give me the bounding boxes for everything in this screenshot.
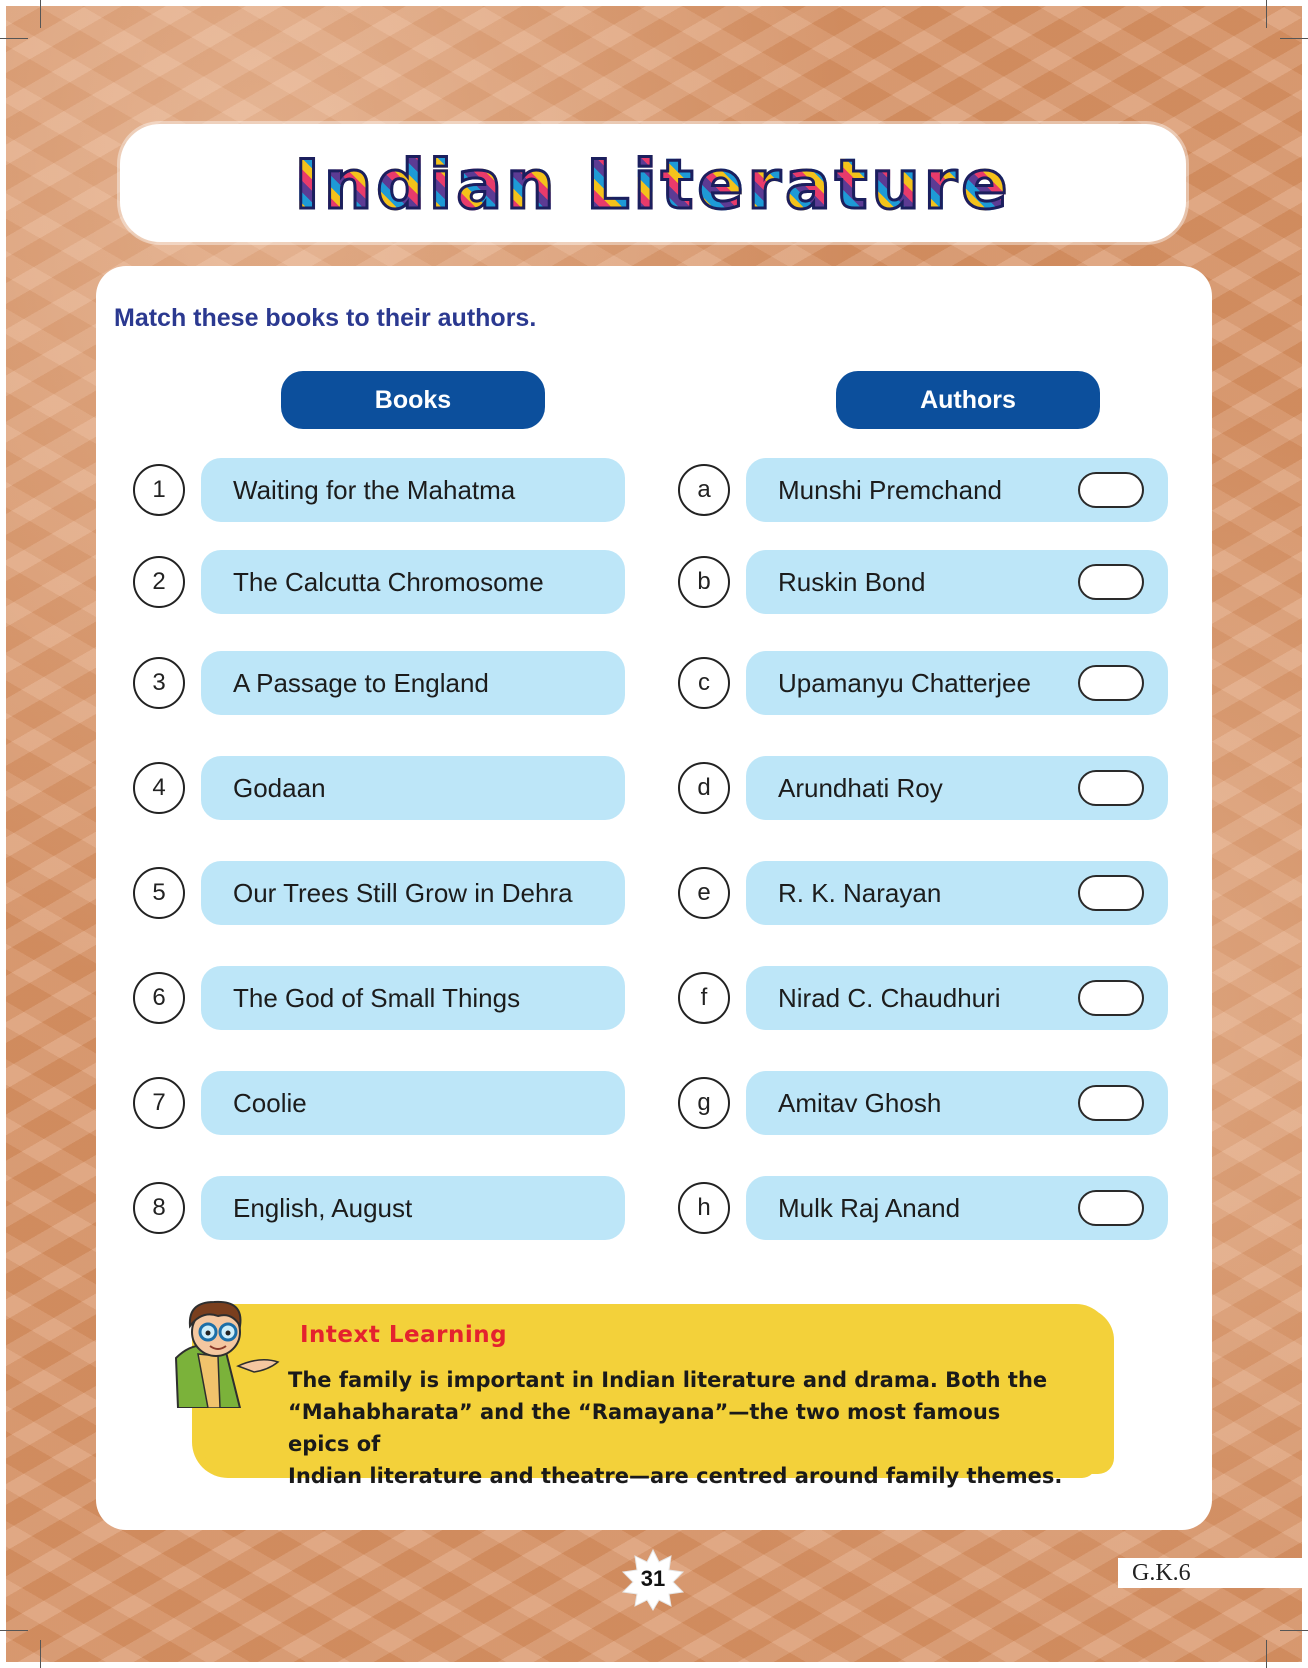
intext-body [288, 1364, 1068, 1492]
author-name: Amitav Ghosh [746, 1071, 1168, 1135]
crop-mark [1280, 38, 1308, 39]
answer-box[interactable] [1078, 980, 1144, 1016]
instruction-text: Match these books to their authors. [114, 304, 537, 332]
answer-box[interactable] [1078, 564, 1144, 600]
book-title: The Calcutta Chromosome [201, 550, 625, 614]
series-label: G.K.6 [1118, 1558, 1302, 1588]
author-name: Mulk Raj Anand [746, 1176, 1168, 1240]
crop-mark [1266, 1640, 1267, 1668]
author-letter: d [678, 762, 730, 814]
book-title: Coolie [201, 1071, 625, 1135]
intext-line: The family is important in Indian literature and drama. Both the [288, 1368, 1048, 1392]
answer-box[interactable] [1078, 1190, 1144, 1226]
author-name: Upamanyu Chatterjee [746, 651, 1168, 715]
crop-mark [40, 0, 41, 28]
book-number: 6 [133, 972, 185, 1024]
title-banner [120, 124, 1186, 242]
book-number: 7 [133, 1077, 185, 1129]
book-title: A Passage to England [201, 651, 625, 715]
author-name: Ruskin Bond [746, 550, 1168, 614]
book-number: 8 [133, 1182, 185, 1234]
book-title: The God of Small Things [201, 966, 625, 1030]
crop-mark [0, 38, 28, 39]
book-title: Waiting for the Mahatma [201, 458, 625, 522]
books-column-header: Books [281, 371, 545, 429]
author-name: Arundhati Roy [746, 756, 1168, 820]
author-letter: a [678, 464, 730, 516]
author-letter: b [678, 556, 730, 608]
answer-box[interactable] [1078, 770, 1144, 806]
book-number: 3 [133, 657, 185, 709]
author-letter: e [678, 867, 730, 919]
crop-mark [1280, 1630, 1308, 1631]
authors-column-header: Authors [836, 371, 1100, 429]
crop-mark [40, 1640, 41, 1668]
author-letter: f [678, 972, 730, 1024]
mascot-boy-icon [168, 1296, 288, 1408]
intext-line: Indian literature and theatre—are centred around family themes. [288, 1464, 1063, 1488]
author-name: Nirad C. Chaudhuri [746, 966, 1168, 1030]
book-number: 5 [133, 867, 185, 919]
page-title: Indian Literature [120, 146, 1186, 225]
author-name: R. K. Narayan [746, 861, 1168, 925]
answer-box[interactable] [1078, 665, 1144, 701]
intext-line: “Mahabharata” and the “Ramayana”—the two most famous epics of [288, 1400, 1001, 1456]
answer-box[interactable] [1078, 875, 1144, 911]
book-title: Our Trees Still Grow in Dehra [201, 861, 625, 925]
author-name: Munshi Premchand [746, 458, 1168, 522]
crop-mark [0, 1630, 28, 1631]
book-title: Godaan [201, 756, 625, 820]
author-letter: c [678, 657, 730, 709]
author-letter: g [678, 1077, 730, 1129]
page-number: 31 [640, 1566, 666, 1591]
book-number: 4 [133, 762, 185, 814]
book-number: 2 [133, 556, 185, 608]
author-letter: h [678, 1182, 730, 1234]
book-number: 1 [133, 464, 185, 516]
book-title: English, August [201, 1176, 625, 1240]
intext-heading: Intext Learning [300, 1322, 508, 1348]
answer-box[interactable] [1078, 472, 1144, 508]
answer-box[interactable] [1078, 1085, 1144, 1121]
crop-mark [1266, 0, 1267, 28]
